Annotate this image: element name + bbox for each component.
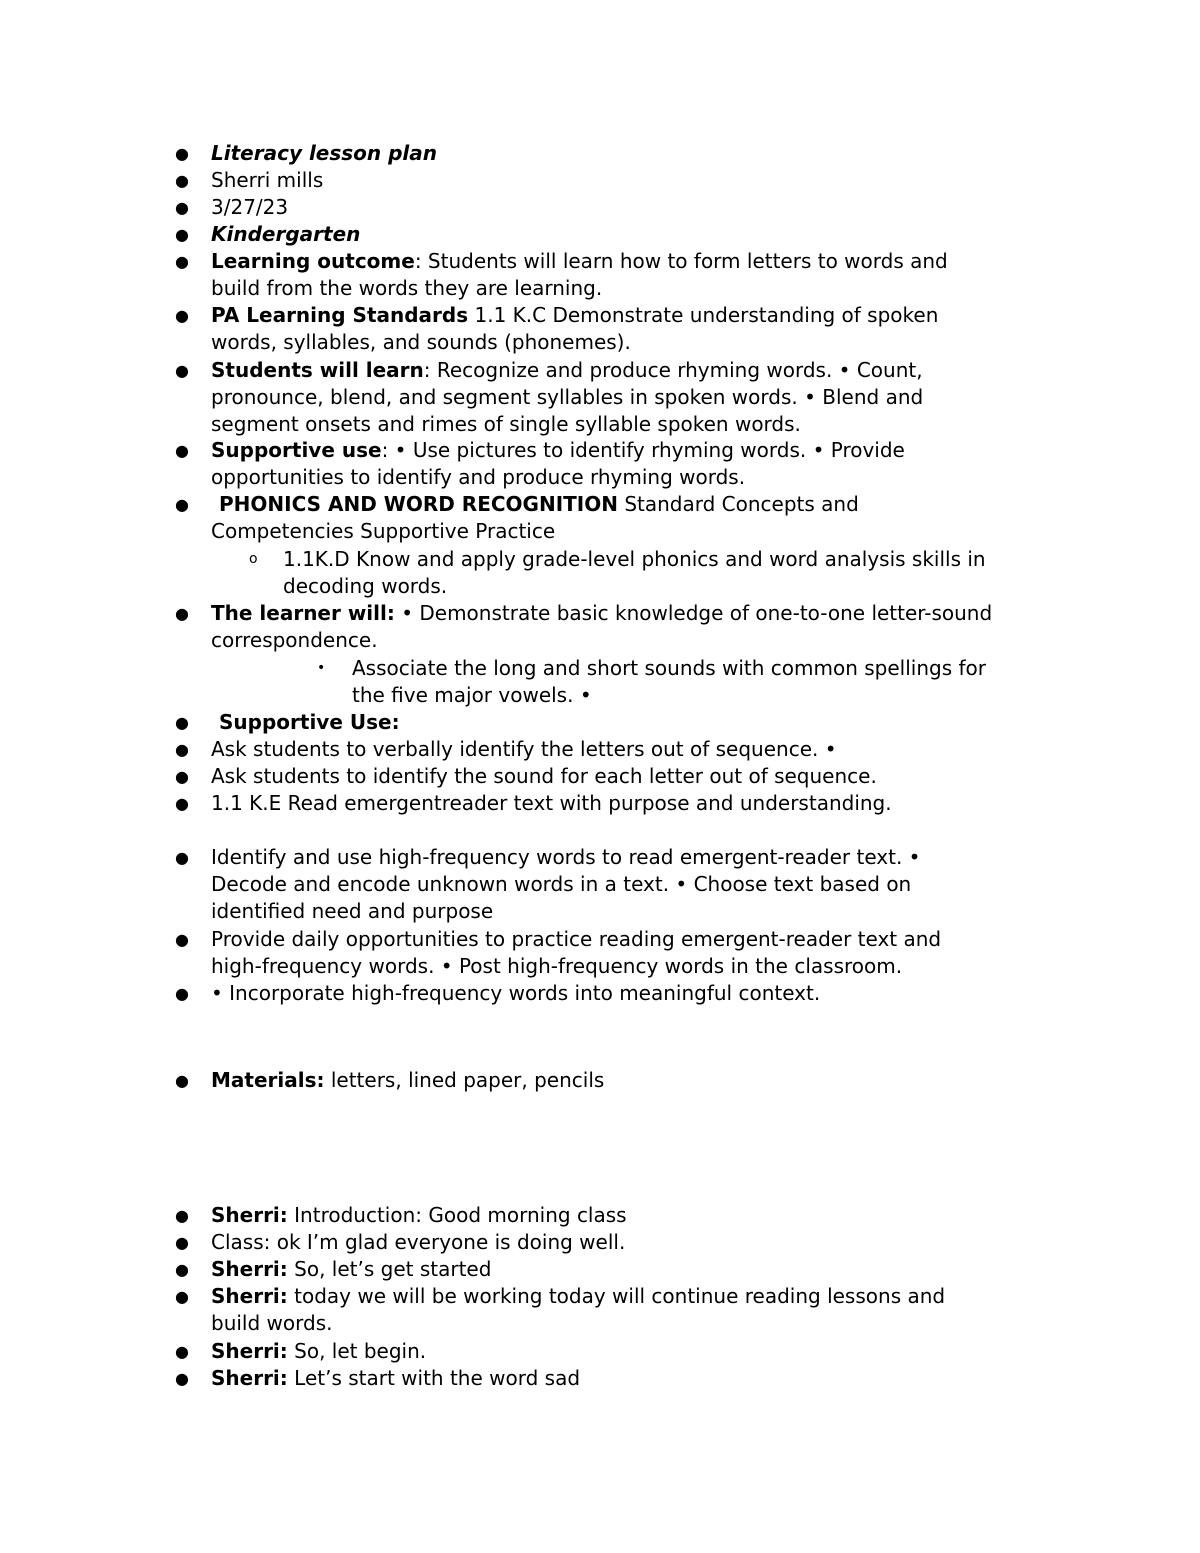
list-item bbox=[175, 790, 1071, 817]
item-label: PA Learning Standards bbox=[211, 303, 469, 327]
list-item-dialogue bbox=[175, 1202, 1071, 1229]
list-item bbox=[175, 844, 1071, 925]
item-text-continued: identified need and purpose bbox=[211, 899, 494, 923]
dialogue-text: So, let begin. bbox=[287, 1339, 427, 1363]
speaker-label: Sherri: bbox=[211, 1284, 288, 1308]
item-text-continued: decoding words. bbox=[283, 574, 448, 598]
dialogue-text: So, let’s get started bbox=[287, 1257, 492, 1281]
circle-bullet-icon: o bbox=[249, 551, 258, 567]
item-text: letters, lined paper, pencils bbox=[324, 1068, 605, 1092]
sub-list-item-vowels bbox=[317, 655, 1072, 709]
speaker-label: Sherri: bbox=[211, 1203, 288, 1227]
list-item bbox=[175, 926, 1071, 980]
list-item-dialogue bbox=[175, 1229, 1071, 1256]
bullet-icon: ● bbox=[175, 306, 189, 325]
bullet-icon: ● bbox=[175, 361, 189, 380]
item-text: Associate the long and short sounds with common spellings for bbox=[352, 656, 986, 680]
dialogue-text: Introduction: Good morning class bbox=[287, 1203, 627, 1227]
list-item-phonics bbox=[175, 491, 1071, 545]
item-text-continued: the five major vowels. • bbox=[352, 683, 592, 707]
list-item bbox=[175, 736, 1071, 763]
item-text-continued: opportunities to identify and produce rhyming words. bbox=[211, 465, 746, 489]
dialogue-text: Let’s start with the word sad bbox=[287, 1366, 581, 1390]
item-label: Students will learn bbox=[211, 358, 424, 382]
item-text-continued: high-frequency words. • Post high-frequency words in the classroom. bbox=[211, 954, 903, 978]
bullet-icon: ● bbox=[175, 1071, 189, 1090]
bullet-icon: ● bbox=[175, 198, 189, 217]
bullet-icon: ● bbox=[175, 252, 189, 271]
item-label: Learning outcome bbox=[211, 249, 415, 273]
item-text-continued: pronounce, blend, and segment syllables in spoken words. • Blend and bbox=[211, 385, 924, 409]
list-item-title bbox=[175, 140, 1071, 167]
item-text-continued: words, syllables, and sounds (phonemes). bbox=[211, 330, 631, 354]
bullet-icon: ● bbox=[175, 984, 189, 1003]
bullet-icon: ● bbox=[175, 848, 189, 867]
list-item-dialogue bbox=[175, 1256, 1071, 1283]
item-text: Ask students to identify the sound for each letter out of sequence. bbox=[211, 764, 877, 788]
list-item bbox=[175, 980, 1071, 1007]
bullet-icon: ● bbox=[175, 225, 189, 244]
lesson-date: 3/27/23 bbox=[211, 195, 289, 219]
sub-list-item-phonics-standard bbox=[249, 546, 1073, 600]
list-item-author bbox=[175, 167, 1071, 194]
speaker-label: Sherri: bbox=[211, 1366, 288, 1390]
bullet-icon: • bbox=[317, 660, 326, 676]
item-text: Identify and use high-frequency words to read emergent-reader text. • bbox=[211, 845, 921, 869]
list-item-pa-standards bbox=[175, 302, 1071, 356]
bullet-icon: ● bbox=[175, 1342, 189, 1361]
item-text-continued: build from the words they are learning. bbox=[211, 276, 603, 300]
dialogue-text-continued: build words. bbox=[211, 1311, 333, 1335]
bullet-icon: ● bbox=[175, 604, 189, 623]
bullet-icon: ● bbox=[175, 1260, 189, 1279]
speaker-label: Sherri: bbox=[211, 1339, 288, 1363]
bullet-icon: ● bbox=[175, 740, 189, 759]
list-item-learner-will bbox=[175, 600, 1071, 654]
item-text: 1.1K.D Know and apply grade-level phonics and word analysis skills in bbox=[283, 547, 986, 571]
item-text: • Incorporate high-frequency words into meaningful context. bbox=[211, 981, 821, 1005]
bullet-icon: ● bbox=[175, 1369, 189, 1388]
item-label: PHONICS AND WORD RECOGNITION bbox=[219, 492, 618, 516]
list-item-dialogue bbox=[175, 1283, 1071, 1337]
item-text-continued: segment onsets and rimes of single syllable spoken words. bbox=[211, 412, 801, 436]
bullet-icon: ● bbox=[175, 441, 189, 460]
bullet-icon: ● bbox=[175, 1233, 189, 1252]
list-item-supportive-use bbox=[175, 437, 1071, 491]
item-text: : • Use pictures to identify rhyming words. • Provide bbox=[381, 438, 905, 462]
item-label: Materials: bbox=[211, 1068, 325, 1092]
bullet-icon: ● bbox=[175, 930, 189, 949]
item-label: The learner will: bbox=[211, 601, 395, 625]
bullet-icon: ● bbox=[175, 767, 189, 786]
item-text: • Demonstrate basic knowledge of one-to-one letter-sound bbox=[394, 601, 993, 625]
dialogue-text: today we will be working today will continue reading lessons and bbox=[287, 1284, 946, 1308]
list-item-supportive-use-heading bbox=[175, 709, 1071, 736]
dialogue-text: Class: ok I’m glad everyone is doing well. bbox=[211, 1230, 626, 1254]
list-item-date bbox=[175, 194, 1071, 221]
speaker-label: Sherri: bbox=[211, 1257, 288, 1281]
bullet-icon: ● bbox=[175, 495, 189, 514]
item-label: Supportive use bbox=[211, 438, 382, 462]
item-text: : Recognize and produce rhyming words. • Count, bbox=[423, 358, 923, 382]
item-label: Supportive Use: bbox=[219, 710, 400, 734]
item-text: Ask students to verbally identify the letters out of sequence. • bbox=[211, 737, 837, 761]
bullet-icon: ● bbox=[175, 794, 189, 813]
item-text-continued: Decode and encode unknown words in a text. • Choose text based on bbox=[211, 872, 912, 896]
item-text: : Students will learn how to form letters to words and bbox=[414, 249, 948, 273]
list-item-dialogue bbox=[175, 1338, 1071, 1365]
list-item-materials bbox=[175, 1067, 1071, 1094]
item-text-continued: Competencies Supportive Practice bbox=[211, 519, 556, 543]
bullet-icon: ● bbox=[175, 144, 189, 163]
bullet-icon: ● bbox=[175, 1206, 189, 1225]
bullet-icon: ● bbox=[175, 171, 189, 190]
item-text: Provide daily opportunities to practice reading emergent-reader text and bbox=[211, 927, 942, 951]
list-item-dialogue bbox=[175, 1365, 1071, 1392]
item-text-continued: correspondence. bbox=[211, 628, 378, 652]
lesson-title: Literacy lesson plan bbox=[211, 141, 438, 165]
grade-level: Kindergarten bbox=[211, 222, 361, 246]
list-item-grade bbox=[175, 221, 1071, 248]
item-text: Standard Concepts and bbox=[617, 492, 859, 516]
item-text: 1.1 K.E Read emergentreader text with purpose and understanding. bbox=[211, 791, 892, 815]
bullet-icon: ● bbox=[175, 1287, 189, 1306]
list-item bbox=[175, 763, 1071, 790]
author-name: Sherri mills bbox=[211, 168, 324, 192]
item-text: 1.1 K.C Demonstrate understanding of spoken bbox=[468, 303, 939, 327]
bullet-icon: ● bbox=[175, 713, 189, 732]
list-item-students-will-learn bbox=[175, 357, 1071, 438]
list-item-learning-outcome bbox=[175, 248, 1071, 302]
